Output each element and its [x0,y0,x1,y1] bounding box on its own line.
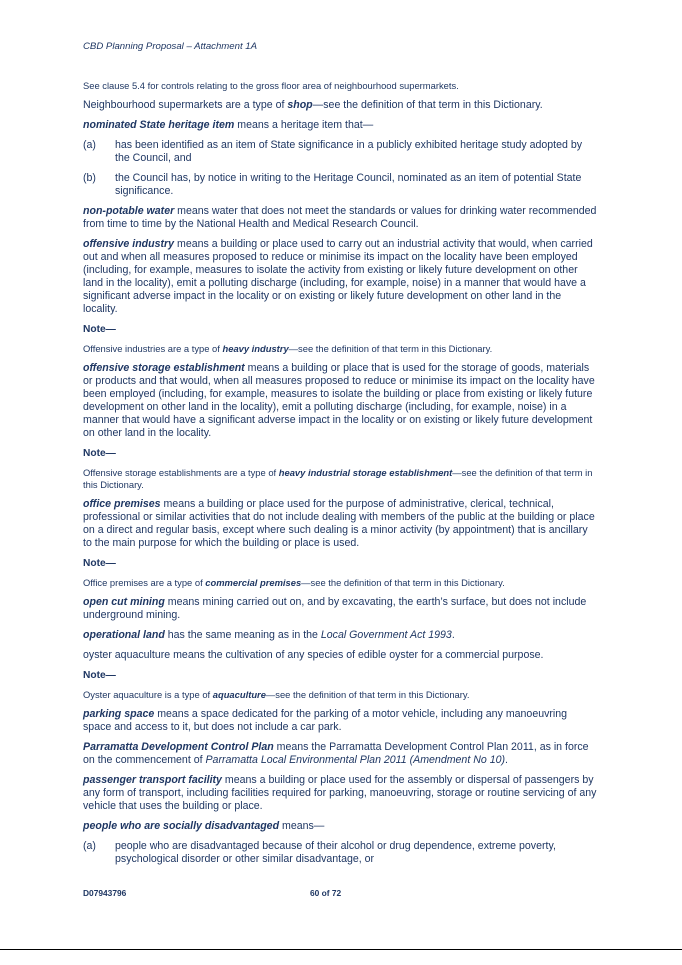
defined-term: offensive industry [83,238,175,250]
document-id: D07943796 [83,888,127,898]
defined-term: operational land [83,629,165,641]
page-number: 60 of 72 [310,888,342,898]
definition: oyster aquaculture means the cultivation of any species of edible oyster for a commercial purpose. [83,649,544,661]
defined-term: parking space [83,708,155,720]
definition: non-potable water means water that does not meet the standards or values for drinking water recommended from time to time by the National Health and Medical Research Council. [83,205,597,230]
note-paragraph: Offensive industries are a type of heavy industry—see the definition of that term in this Dictionary. [83,343,493,354]
definition: parking space means a space dedicated for the parking of a motor vehicle, including any manoeuvring space and access to it, but does not include a car park. [83,708,568,733]
definition: office premises means a building or place used for the purpose of administrative, clerical, technical, professional or similar activities that do not include dealing with members of the public at the building or place on a direct and regular basis, except where such dealing is a minor activity (by appointment) that is ancillary to the main purpose for which the building or place is used. [83,498,595,549]
definition: operational land has the same meaning as in the Local Government Act 1993. [83,629,455,641]
list-item: (b) the Council has, by notice in writing to the Heritage Council, nominated as an item of potential State significance. [83,172,582,197]
note-paragraph: Offensive storage establishments are a type of heavy industrial storage establishment—see the definition of that term in this Dictionary. [83,467,593,490]
defined-term: people who are socially disadvantaged [83,820,280,832]
note-paragraph: See clause 5.4 for controls relating to the gross floor area of neighbourhood supermarkets. [83,80,459,91]
list-item: (a) people who are disadvantaged because of their alcohol or drug dependence, extreme poverty, psychological disorder or other similar disadvantage, or [83,840,556,865]
note-paragraph: Oyster aquaculture is a type of aquaculture—see the definition of that term in this Dictionary. [83,689,470,700]
defined-term: Parramatta Development Control Plan [83,741,274,753]
defined-term: open cut mining [83,596,165,608]
list-item: (a) has been identified as an item of State significance in a publicly exhibited heritage study adopted by the Council, and [83,139,583,164]
defined-term: office premises [83,498,161,510]
definition: offensive industry means a building or place used to carry out an industrial activity that would, when carried out and when all measures proposed to reduce or minimise its impact on the locality have been employed (including, for example, measures to isolate the activity from existing or likely future development on other land in the locality), emit a polluting discharge (including, for example, noise) in a manner that would have a significant adverse impact in the locality or on existing or likely future development on other land in the locality. [83,238,593,315]
note-label: Note— [83,324,116,335]
definition: open cut mining means mining carried out on, and by excavating, the earth’s surface, but does not include underground mining. [83,596,587,621]
defined-term: offensive storage establishment [83,362,245,374]
note-label: Note— [83,448,116,459]
definition: people who are socially disadvantaged means— [83,820,325,832]
definition: Parramatta Development Control Plan means the Parramatta Development Control Plan 2011, as in force on the commencement of Parramatta Local Environmental Plan 2011 (Amendment No 10). [83,741,589,766]
note-label: Note— [83,558,116,569]
bottom-divider [0,949,682,950]
page-content [83,80,598,873]
note-label: Note— [83,670,116,681]
definition: passenger transport facility means a building or place used for the assembly or dispersal of passengers by any form of transport, including facilities required for parking, manoeuvring, storage or routine servicing of any vehicle that uses the building or place. [83,774,597,812]
defined-term: nominated State heritage item [83,119,235,131]
note-paragraph: Office premises are a type of commercial premises—see the definition of that term in this Dictionary. [83,577,505,588]
definition: offensive storage establishment means a building or place that is used for the storage of goods, materials or products and that would, when all measures proposed to reduce or minimise its impact on the locality have been employed (including, for example, measures to isolate the building or place from existing or likely future development on other land in the locality), emit a polluting discharge (including, for example, noise) in a manner that would have a significant adverse impact in the locality or on existing or likely future development on other land in the locality. [83,362,595,439]
defined-term: non-potable water [83,205,175,217]
note-paragraph: Neighbourhood supermarkets are a type of shop—see the definition of that term in this Dictionary. [83,99,543,111]
page-header: CBD Planning Proposal – Attachment 1A [83,41,258,52]
defined-term: passenger transport facility [83,774,222,786]
definition: nominated State heritage item means a heritage item that— [83,119,374,131]
